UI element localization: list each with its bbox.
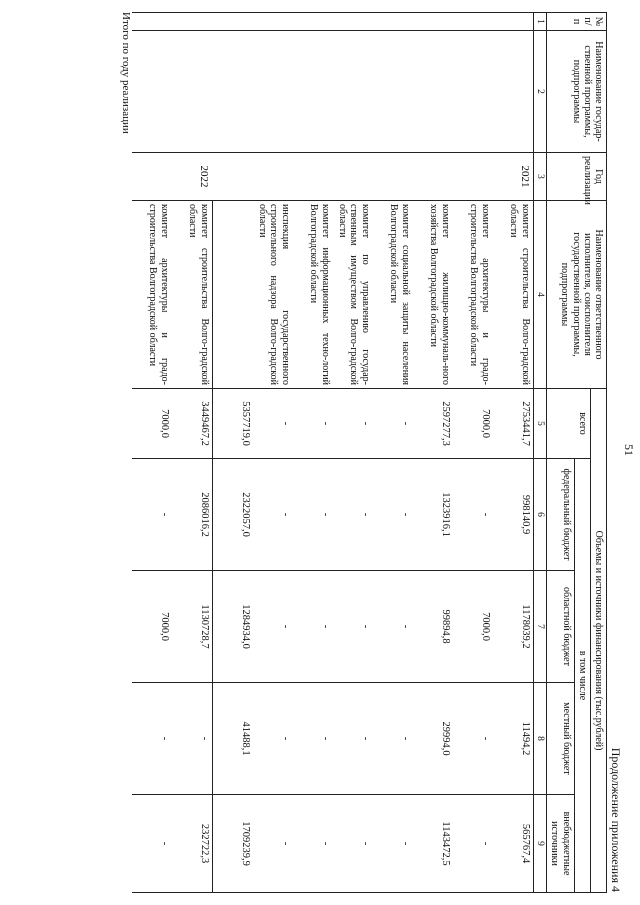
funding-table	[132, 12, 607, 893]
offbudget-cell: -	[453, 795, 493, 893]
executor-cell: комитет архитектуры и градо-строительства Волгоградской области	[132, 201, 172, 389]
column-numbers-row	[533, 13, 547, 893]
col-number: 9	[533, 795, 547, 893]
local-sum: 41488,1	[212, 683, 253, 795]
col-number: 5	[533, 389, 547, 459]
table-row	[493, 13, 534, 893]
executor-cell: комитет по управлению государ-ственным имуществом Волго-градской области	[333, 201, 373, 389]
offbudget-cell: -	[293, 795, 333, 893]
executor-cell: комитет информационных техно-логий Волгоградской области	[293, 201, 333, 389]
local-cell: -	[253, 683, 293, 795]
offbudget-cell: -	[333, 795, 373, 893]
federal-cell: -	[293, 459, 333, 571]
col-number: 6	[533, 459, 547, 571]
offbudget-cell: -	[253, 795, 293, 893]
local-cell: 29994,0	[413, 683, 453, 795]
regional-cell: 1130728,7	[172, 571, 213, 683]
offbudget-cell: 565767,4	[493, 795, 534, 893]
regional-cell: 7000,0	[453, 571, 493, 683]
regional-cell: 99894,8	[413, 571, 453, 683]
federal-cell: -	[373, 459, 413, 571]
total-cell: 3449467,2	[172, 389, 213, 459]
executor-cell: комитет социальной защиты населения Волгоградской области	[373, 201, 413, 389]
year-cell: 2022	[132, 153, 213, 201]
executor-cell: комитет жилищно-коммуналь-ного хозяйства Волгоградской области	[413, 201, 453, 389]
rotated-page	[100, 12, 640, 892]
header-local: местный бюджет	[547, 683, 574, 795]
header-num: № п/п	[547, 13, 607, 31]
col-number: 3	[533, 153, 547, 201]
executor-cell: комитет архитектуры и градо-строительства Волгоградской области	[453, 201, 493, 389]
total-cell: -	[293, 389, 333, 459]
executor-cell: комитет строительства Волго-градской области	[172, 201, 213, 389]
total-label: Итого по году реализации	[120, 12, 132, 134]
local-cell: -	[172, 683, 213, 795]
offbudget-cell: 232722,3	[172, 795, 213, 893]
regional-sum: 1284934,0	[212, 571, 253, 683]
regional-cell: -	[373, 571, 413, 683]
table-row	[172, 13, 213, 893]
regional-cell: -	[333, 571, 373, 683]
header-regional: областной бюджет	[547, 571, 574, 683]
federal-cell: 998140,9	[493, 459, 534, 571]
federal-cell: -	[333, 459, 373, 571]
local-cell: -	[453, 683, 493, 795]
federal-cell: 1323916,1	[413, 459, 453, 571]
local-cell: -	[373, 683, 413, 795]
regional-cell: 7000,0	[132, 571, 172, 683]
header-year: Год реализации	[547, 153, 607, 201]
executor-cell: комитет строительства Волго-градской области	[493, 201, 534, 389]
federal-cell: 2086016,2	[172, 459, 213, 571]
header-row-1	[590, 13, 606, 893]
offbudget-cell: 1143472,5	[413, 795, 453, 893]
header-incl: в том числе	[574, 459, 590, 893]
offbudget-cell: -	[132, 795, 172, 893]
col-number: 4	[533, 201, 547, 389]
col-number: 1	[533, 13, 547, 31]
total-cell: -	[253, 389, 293, 459]
header-offbudget: внебюджетные источники	[547, 795, 574, 893]
header-federal: федеральный бюджет	[547, 459, 574, 571]
local-cell: -	[132, 683, 172, 795]
total-cell: 7000,0	[132, 389, 172, 459]
local-cell: -	[293, 683, 333, 795]
local-cell: -	[333, 683, 373, 795]
header-executor: Наименование ответственного исполнителя, соисполнителя государственной программы, подпрограммы	[547, 201, 607, 389]
executor-cell: инспекция государственного строительного надзора Волго-градской области	[253, 201, 293, 389]
total-cell: -	[373, 389, 413, 459]
total-sum: 5357719,0	[212, 389, 253, 459]
continuation-caption: Продолжение приложения 4	[609, 747, 623, 892]
federal-sum: 2322057,0	[212, 459, 253, 571]
page-number: 51	[622, 444, 636, 456]
federal-cell: -	[132, 459, 172, 571]
federal-cell: -	[453, 459, 493, 571]
col-number: 2	[533, 31, 547, 153]
header-total: всего	[547, 389, 591, 459]
regional-cell: 1178039,2	[493, 571, 534, 683]
regional-cell: -	[253, 571, 293, 683]
federal-cell: -	[253, 459, 293, 571]
col-number: 7	[533, 571, 547, 683]
local-cell: 11494,2	[493, 683, 534, 795]
header-program: Наименование государ-ственной программы, подпрограммы	[547, 31, 607, 153]
offbudget-cell: -	[373, 795, 413, 893]
offbudget-sum: 1709239,9	[212, 795, 253, 893]
year-cell: 2021	[493, 153, 534, 201]
header-funding: Объемы и источники финансирования (тыс.рублей)	[590, 389, 606, 893]
total-cell: 2753441,7	[493, 389, 534, 459]
total-cell: -	[333, 389, 373, 459]
col-number: 8	[533, 683, 547, 795]
regional-cell: -	[293, 571, 333, 683]
total-cell: 7000,0	[453, 389, 493, 459]
total-cell: 2597277,3	[413, 389, 453, 459]
